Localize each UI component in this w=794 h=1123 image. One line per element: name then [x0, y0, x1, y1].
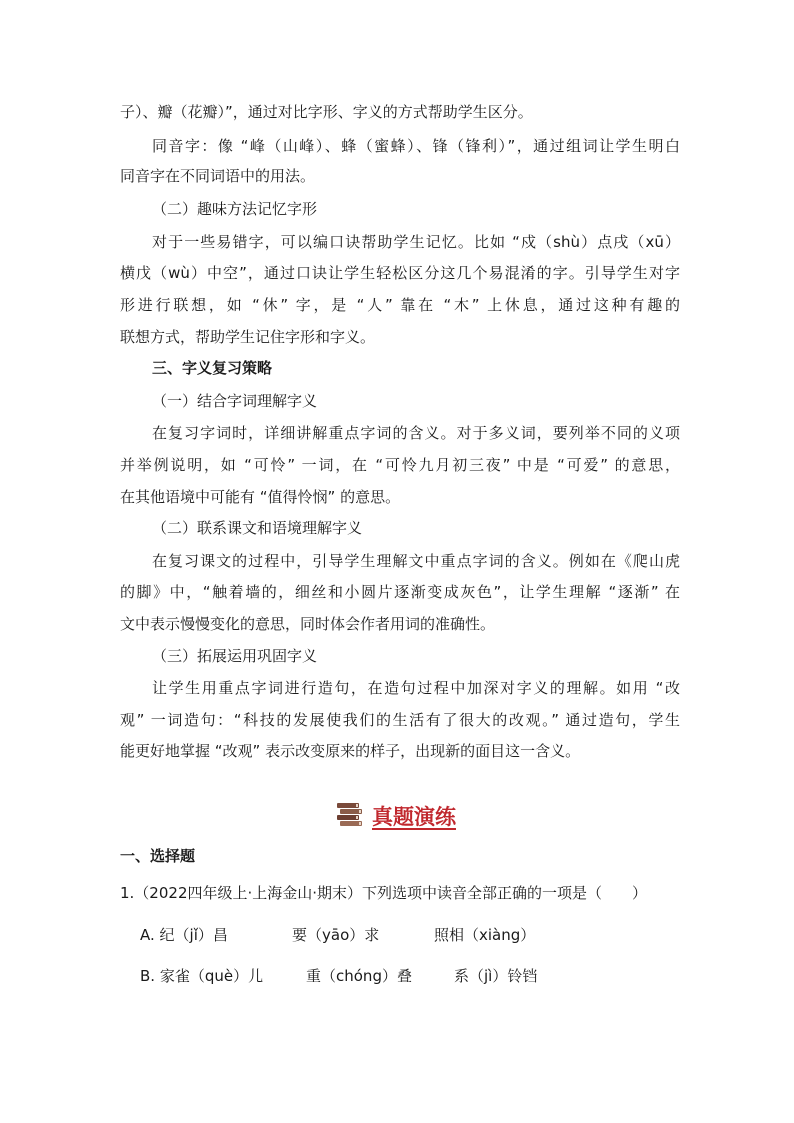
subheading: （二）联系课文和语境理解字义 [152, 519, 363, 537]
paragraph-line: 同音字在不同词语中的用法。 [120, 167, 316, 185]
paragraph-line: 同音字：像 “峰（山峰）、蜂（蜜蜂）、锋（锋利）”，通过组词让学生明白 [152, 137, 680, 155]
option-a-item-3: 照相（xiàng） [434, 926, 536, 944]
section-heading: 三、字义复习策略 [152, 359, 273, 377]
paragraph-line: 观” 一词造句：“科技的发展使我们的生活有了很大的改观。” 通过造句，学生 [120, 711, 680, 729]
paragraph-line: 的脚》中，“触着墙的，细丝和小圆片逐渐变成灰色”，让学生理解 “逐渐” 在 [120, 583, 680, 601]
paragraph-line: 并举例说明，如 “可怜” 一词，在 “可怜九月初三夜” 中是 “可爱” 的意思， [120, 456, 680, 474]
paragraph-line: 对于一些易错字，可以编口诀帮助学生记忆。比如 “戍（shù）点戌（xū） [152, 233, 680, 251]
paragraph-line: 横戊（wù）中空”，通过口诀让学生轻松区分这几个易混淆的字。引导学生对字 [120, 264, 680, 282]
subheading: （三）拓展运用巩固字义 [152, 647, 318, 665]
section-banner [336, 800, 456, 832]
banner-title: 真题演练 [372, 804, 456, 829]
option-b-item-2: 重（chóng）叠 [306, 967, 412, 985]
paragraph-line: 在其他语境中可能有 “值得怜悯” 的意思。 [120, 488, 401, 506]
paragraph-line: 形进行联想，如 “休” 字，是 “人” 靠在 “木” 上休息，通过这种有趣的 [120, 296, 680, 314]
question-stem: 1.（2022四年级上·上海金山·期末）下列选项中读音全部正确的一项是（ ） [120, 884, 648, 902]
paragraph-line: 子）、瓣（花瓣）”，通过对比字形、字义的方式帮助学生区分。 [120, 103, 533, 121]
paragraph-line: 能更好地掌握 “改观” 表示改变原来的样子，出现新的面目这一含义。 [120, 742, 581, 760]
option-b-item-1: B. 家雀（què）儿 [140, 967, 264, 985]
paragraph-line: 在复习课文的过程中，引导学生理解文中重点字词的含义。例如在《爬山虎 [152, 552, 680, 570]
paragraph-line: 在复习字词时，详细讲解重点字词的含义。对于多义词，要列举不同的义项 [152, 424, 680, 442]
question-type-heading: 一、选择题 [120, 847, 196, 865]
option-b-item-3: 系（jì）铃铛 [454, 967, 538, 985]
books-icon [336, 801, 366, 831]
option-a-item-2: 要（yāo）求 [292, 926, 380, 944]
paragraph-line: 文中表示慢慢变化的意思，同时体会作者用词的准确性。 [120, 615, 496, 633]
subheading: （一）结合字词理解字义 [152, 392, 318, 410]
paragraph-line: 让学生用重点字词进行造句，在造句过程中加深对字义的理解。如用 “改 [152, 679, 680, 697]
subheading: （二）趣味方法记忆字形 [152, 200, 318, 218]
paragraph-line: 联想方式，帮助学生记住字形和字义。 [120, 328, 376, 346]
option-a-item-1: A. 纪（jǐ）昌 [140, 926, 228, 944]
